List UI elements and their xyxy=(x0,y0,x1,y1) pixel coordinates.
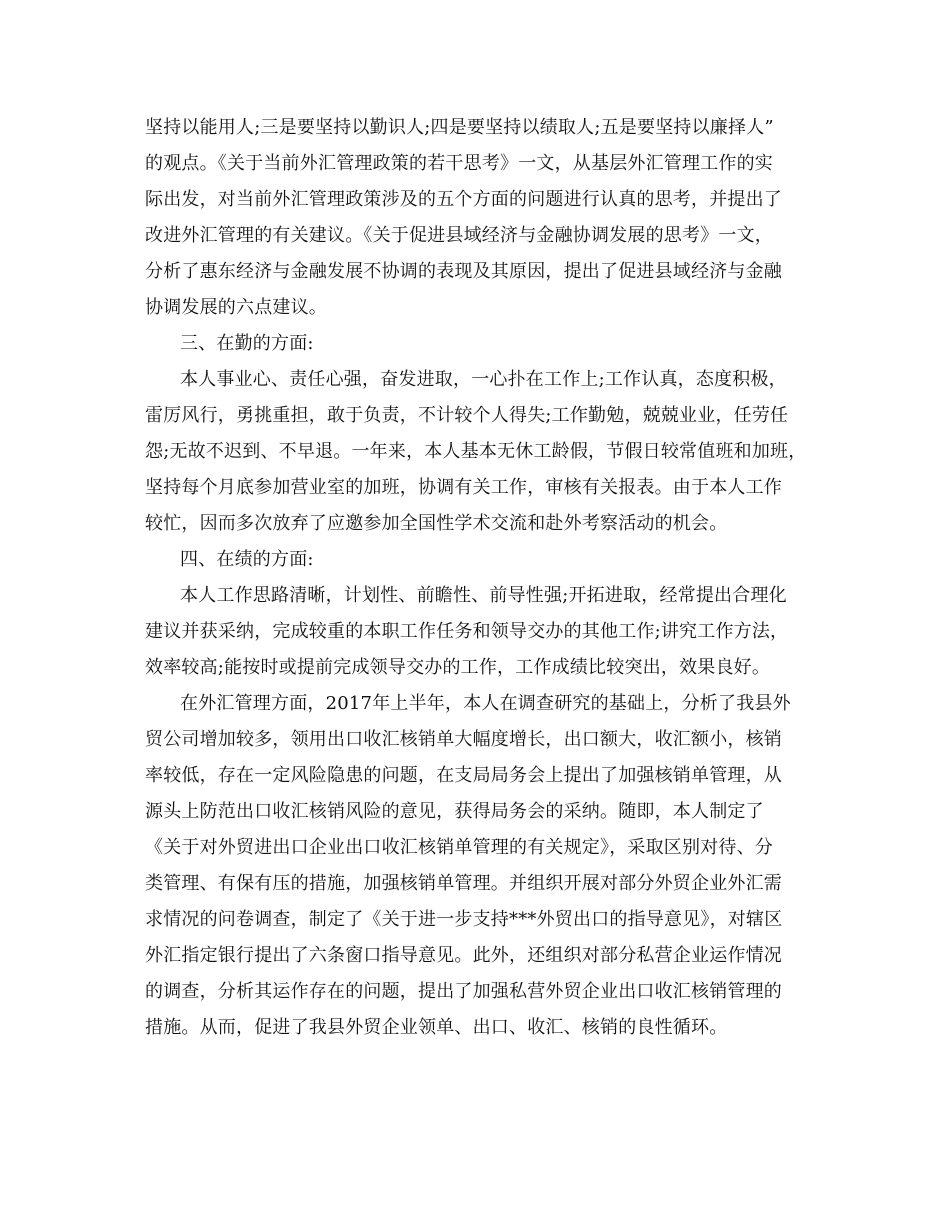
text-line: 类管理、有保有压的措施，加强核销单管理。并组织开展对部分外贸企业外汇需 xyxy=(145,873,782,894)
section-heading: 四、在绩的方面: xyxy=(180,549,314,570)
text-line: 建议并获采纳，完成较重的本职工作任务和领导交办的其他工作;讲究工作方法， xyxy=(145,621,789,642)
section-heading: 三、在勤的方面: xyxy=(180,333,314,354)
text-line: 怨;无故不迟到、不早退。一年来，本人基本无休工龄假，节假日较常值班和加班， xyxy=(145,441,807,462)
text-line: 分析了惠东经济与金融发展不协调的表现及其原因，提出了促进县域经济与金融 xyxy=(145,261,782,282)
text-line: 协调发展的六点建议。 xyxy=(145,297,327,318)
text-line: 源头上防范出口收汇核销风险的意见，获得局务会的采纳。随即，本人制定了 xyxy=(145,801,764,822)
text-line: 本人工作思路清晰，计划性、前瞻性、前导性强;开拓进取，经常提出合理化 xyxy=(180,585,787,606)
text-line: 在外汇管理方面，2017年上半年，本人在调查研究的基础上，分析了我县外 xyxy=(180,693,791,714)
text-line: 本人事业心、责任心强，奋发进取，一心扑在工作上;工作认真，态度积极， xyxy=(180,369,787,390)
text-line: 的调查，分析其运作存在的问题，提出了加强私营外贸企业出口收汇核销管理的 xyxy=(145,981,782,1002)
text-line: 较忙，因而多次放弃了应邀参加全国性学术交流和赴外考察活动的机会。 xyxy=(145,513,728,534)
text-line: 外汇指定银行提出了六条窗口指导意见。此外，还组织对部分私营企业运作情况 xyxy=(145,945,782,966)
text-line: 《关于对外贸进出口企业出口收汇核销单管理的有关规定》，采取区别对待、分 xyxy=(145,837,773,858)
text-line: 改进外汇管理的有关建议。《关于促进县域经济与金融协调发展的思考》一文， xyxy=(145,225,773,246)
text-line: 的观点。《关于当前外汇管理政策的若干思考》一文，从基层外汇管理工作的实 xyxy=(145,153,773,174)
text-line: 际出发，对当前外汇管理政策涉及的五个方面的问题进行认真的思考，并提出了 xyxy=(145,189,782,210)
text-line: 雷厉风行，勇挑重担，敢于负责，不计较个人得失;工作勤勉，兢兢业业，任劳任 xyxy=(145,405,789,426)
text-line: 坚持每个月底参加营业室的加班，协调有关工作，审核有关报表。由于本人工作 xyxy=(145,477,782,498)
text-line: 坚持以能用人;三是要坚持以勤识人;四是要坚持以绩取人;五是要坚持以廉择人” xyxy=(145,117,774,138)
text-line: 措施。从而，促进了我县外贸企业领单、出口、收汇、核销的良性循环。 xyxy=(145,1017,728,1038)
text-line: 效率较高;能按时或提前完成领导交办的工作，工作成绩比较突出，效果良好。 xyxy=(145,657,771,678)
text-line: 贸公司增加较多，领用出口收汇核销单大幅度增长，出口额大，收汇额小，核销 xyxy=(145,729,782,750)
text-line: 率较低，存在一定风险隐患的问题，在支局局务会上提出了加强核销单管理，从 xyxy=(145,765,782,786)
text-line: 求情况的问卷调查，制定了《关于进一步支持***外贸出口的指导意见》，对辖区 xyxy=(145,909,783,930)
